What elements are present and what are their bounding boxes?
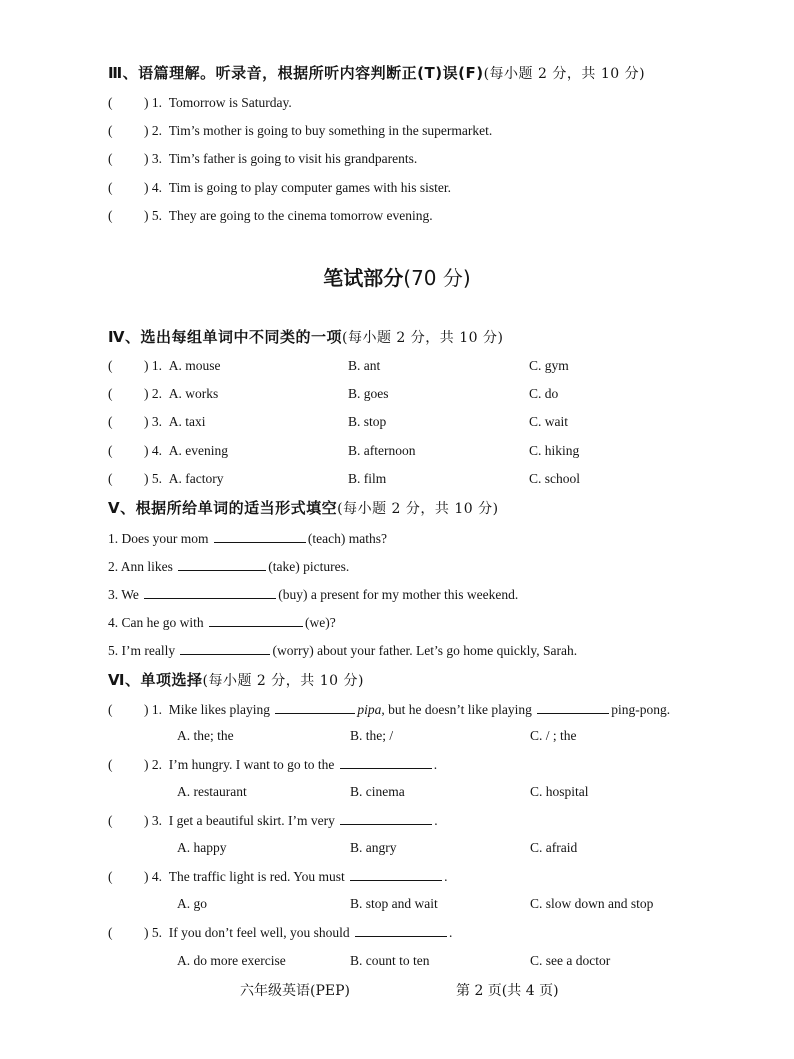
answer-blank [340,812,432,825]
s6-q1-c: C. / ; the [530,728,577,743]
s4-item-1-b: B. ant [348,358,381,373]
s6-q4-c: C. slow down and stop [530,896,654,911]
s3-item-1: ( ) 1. Tomorrow is Saturday. [108,95,292,110]
section-6-title: Ⅵ、单项选择(每小题 2 分，共 10 分) [108,671,364,689]
written-part-title: 笔试部分(70 分) [323,266,471,290]
s6-q1-a: A. the; the [177,728,234,743]
section-5-title: Ⅴ、根据所给单词的适当形式填空(每小题 2 分，共 10 分) [108,499,499,517]
s6-q3-a: A. happy [177,840,227,855]
s4-item-1: ( ) 1. A. mouse [108,358,221,373]
s4-item-3-c: C. wait [529,414,568,429]
section-3-title: Ⅲ、语篇理解。听录音，根据所听内容判断正(T)误(F)(每小题 2 分，共 10 分) [108,64,646,82]
answer-blank [180,642,270,655]
s5-item-2: 2. Ann likes (take) pictures. [108,559,350,574]
s3-item-2: ( ) 2. Tim’s mother is going to buy something in the supermarket. [108,123,493,138]
s4-item-2: ( ) 2. A. works [108,386,219,401]
s4-item-4-c: C. hiking [529,443,580,458]
s5-item-4: 4. Can he go with (we)? [108,615,336,630]
s6-q2-c: C. hospital [530,784,589,799]
s4-item-3-b: B. stop [348,414,387,429]
answer-blank [355,924,447,937]
s4-item-3: ( ) 3. A. taxi [108,414,206,429]
s6-q4: ( ) 4. The traffic light is red. You must . [108,869,448,884]
s4-item-5: ( ) 5. A. factory [108,471,224,486]
s3-item-4: ( ) 4. Tim is going to play computer games with his sister. [108,180,451,195]
s5-item-1: 1. Does your mom (teach) maths? [108,531,387,546]
s5-item-3: 3. We (buy) a present for my mother this weekend. [108,587,519,602]
section-4-title: Ⅳ、选出每组单词中不同类的一项(每小题 2 分，共 10 分) [108,328,504,346]
answer-blank [209,614,303,627]
footer-subject: 六年级英语(PEP) [240,983,350,999]
answer-blank [178,558,266,571]
s6-q5-a: A. do more exercise [177,953,286,968]
s6-q1: ( ) 1. Mike likes playing pipa, but he doesn’t like playing ping-pong. [108,702,671,717]
s6-q3-c: C. afraid [530,840,578,855]
footer-page-number: 第 2 页(共 4 页) [456,983,559,999]
s4-item-2-c: C. do [529,386,559,401]
answer-blank [350,868,442,881]
answer-blank [214,530,306,543]
s6-q2: ( ) 2. I’m hungry. I want to go to the . [108,757,438,772]
answer-blank [340,756,432,769]
answer-blank [144,586,276,599]
s6-q3-b: B. angry [350,840,397,855]
answer-blank [537,701,609,714]
s6-q4-b: B. stop and wait [350,896,438,911]
s4-item-2-b: B. goes [348,386,389,401]
s4-item-4-b: B. afternoon [348,443,416,458]
s4-item-4: ( ) 4. A. evening [108,443,228,458]
s6-q2-b: B. cinema [350,784,405,799]
s6-q2-a: A. restaurant [177,784,247,799]
answer-blank [275,701,355,714]
s6-q5-b: B. count to ten [350,953,430,968]
s3-item-3: ( ) 3. Tim’s father is going to visit his grandparents. [108,151,418,166]
s5-item-5: 5. I’m really (worry) about your father. Let’s go home quickly, Sarah. [108,643,578,658]
s6-q5-c: C. see a doctor [530,953,611,968]
s6-q4-a: A. go [177,896,207,911]
s4-item-5-c: C. school [529,471,581,486]
s6-q3: ( ) 3. I get a beautiful skirt. I’m very . [108,813,438,828]
s3-item-5: ( ) 5. They are going to the cinema tomorrow evening. [108,208,433,223]
s4-item-1-c: C. gym [529,358,569,373]
s6-q5: ( ) 5. If you don’t feel well, you should . [108,925,453,940]
s6-q1-b: B. the; / [350,728,394,743]
s4-item-5-b: B. film [348,471,387,486]
